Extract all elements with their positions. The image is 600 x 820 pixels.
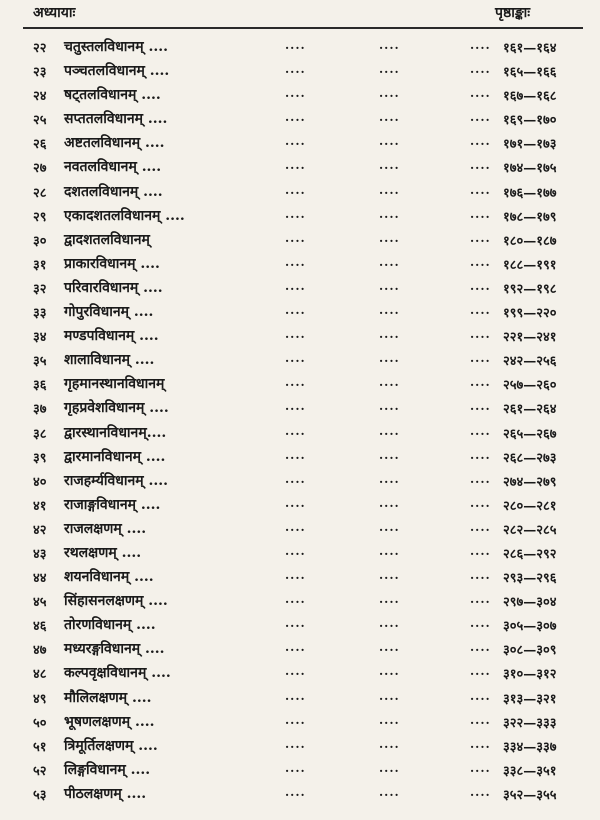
page-range: १७१—१७३ [503,137,557,153]
leader-dots: .... [379,543,400,558]
chapter-number: ३२ [33,281,47,297]
leader-dots: .... [379,206,400,221]
page-range: ३३८—३५१ [503,763,557,779]
leader-dots: .... [285,375,306,390]
leader-dots: .... [470,592,491,607]
page-range: २२१—२४१ [503,330,557,346]
leader-dots: .... [285,158,306,173]
page-range: १७६—१७७ [503,185,557,201]
leader-dots: .... [470,760,491,775]
chapter-number: ३० [33,233,47,249]
leader-dots: .... [470,182,491,197]
toc-row [0,661,600,685]
chapter-number: ३३ [33,306,47,322]
toc-row [0,710,600,734]
page-range: २८६—२९२ [503,546,557,562]
chapter-title: मौलिलक्षणम् .... [64,689,152,706]
page-range: ३०८—३०९ [503,643,557,659]
leader-dots: .... [379,640,400,655]
page-range: ३१०—३१२ [503,667,557,683]
page-range: १९९—२२० [503,306,557,322]
page-range: २८०—२८१ [503,498,557,514]
chapter-title: अष्टतलविधानम् .... [64,135,165,152]
leader-dots: .... [379,375,400,390]
leader-dots: .... [379,447,400,462]
page-range: १७८—१७९ [503,209,557,225]
leader-dots: .... [285,62,306,77]
leader-dots: .... [285,568,306,583]
toc-row [0,83,600,107]
toc-row [0,107,600,131]
leader-dots: .... [285,351,306,366]
chapter-title: कल्पवृक्षविधानम् .... [64,665,171,682]
toc-row [0,252,600,276]
leader-dots: .... [470,399,491,414]
leader-dots: .... [470,447,491,462]
leader-dots: .... [379,86,400,101]
leader-dots: .... [379,712,400,727]
leader-dots: .... [470,158,491,173]
chapter-title: गोपुरविधानम् .... [64,304,154,321]
leader-dots: .... [379,471,400,486]
leader-dots: .... [285,471,306,486]
leader-dots: .... [470,495,491,510]
chapter-number: ५० [33,715,47,731]
chapter-number: २३ [33,65,47,81]
toc-row [0,493,600,517]
chapter-title: रथलक्षणम् .... [64,544,142,561]
chapter-number: ४४ [33,571,47,587]
toc-row [0,686,600,710]
leader-dots: .... [285,206,306,221]
toc-row [0,155,600,179]
page-range: ३५२—३५५ [503,787,557,803]
chapter-number: २७ [33,161,47,177]
toc-row [0,204,600,228]
leader-dots: .... [285,134,306,149]
leader-dots: .... [379,230,400,245]
leader-dots: .... [379,688,400,703]
leader-dots: .... [379,62,400,77]
toc-row [0,613,600,637]
leader-dots: .... [379,278,400,293]
leader-dots: .... [285,592,306,607]
leader-dots: .... [470,254,491,269]
leader-dots: .... [470,423,491,438]
leader-dots: .... [379,303,400,318]
toc-row [0,324,600,348]
toc-row [0,300,600,324]
leader-dots: .... [285,182,306,197]
leader-dots: .... [379,664,400,679]
leader-dots: .... [379,568,400,583]
toc-row [0,782,600,806]
page-range: १८०—१८७ [503,233,557,249]
page-range: १६५—१६६ [503,65,557,81]
leader-dots: .... [470,519,491,534]
chapter-title: परिवारविधानम् .... [64,279,163,296]
leader-dots: .... [379,423,400,438]
chapter-title: राजहर्म्यविधानम् .... [64,472,169,489]
leader-dots: .... [285,784,306,799]
leader-dots: .... [285,543,306,558]
leader-dots: .... [379,38,400,52]
leader-dots: .... [470,278,491,293]
chapter-number: २८ [33,185,47,201]
page-range: २६८—२७३ [503,450,557,466]
chapter-number: ४८ [33,667,47,683]
leader-dots: .... [285,760,306,775]
leader-dots: .... [470,134,491,149]
toc-row [0,445,600,469]
leader-dots: .... [379,495,400,510]
leader-dots: .... [470,640,491,655]
leader-dots: .... [379,158,400,173]
chapter-title: गृहप्रवेशविधानम् .... [64,400,169,417]
chapter-title: द्वारस्थानविधानम्.... [64,424,167,441]
leader-dots: .... [379,784,400,799]
chapter-title: पञ्चतलविधानम् .... [64,63,170,80]
toc-row [0,372,600,396]
chapter-title: शालाविधानम् .... [64,352,155,369]
chapter-title: सिंहासनलक्षणम् .... [64,593,168,610]
chapter-title: मण्डपविधानम् .... [64,328,159,345]
chapter-number: ३४ [33,330,47,346]
leader-dots: .... [379,351,400,366]
chapter-number: ४२ [33,522,47,538]
chapter-title: गृहमानस्थानविधानम् [64,376,165,393]
page-range: २४२—२५६ [503,354,557,370]
leader-dots: .... [470,206,491,221]
toc-row [0,276,600,300]
chapter-title: तोरणविधानम् .... [64,617,156,634]
toc-row [0,348,600,372]
leader-dots: .... [285,495,306,510]
toc-row [0,421,600,445]
page-range: २६१—२६४ [503,402,557,418]
chapter-number: २९ [33,209,47,225]
page-range: १७४—१७५ [503,161,557,177]
chapter-number: ३६ [33,378,47,394]
toc-row [0,469,600,493]
leader-dots: .... [379,519,400,534]
leader-dots: .... [470,303,491,318]
leader-dots: .... [285,110,306,125]
toc-row [0,589,600,613]
leader-dots: .... [285,303,306,318]
leader-dots: .... [470,568,491,583]
chapter-title: द्वादशतलविधानम् [64,231,150,248]
chapter-number: २६ [33,137,47,153]
leader-dots: .... [285,38,306,52]
chapter-number: २४ [33,89,47,105]
leader-dots: .... [285,86,306,101]
page-range: ३२२—३३३ [503,715,557,731]
chapter-title: नवतलविधानम् .... [64,159,162,176]
leader-dots: .... [470,351,491,366]
leader-dots: .... [470,110,491,125]
leader-dots: .... [285,736,306,751]
page-range: २८२—२८५ [503,522,557,538]
leader-dots: .... [285,519,306,534]
page-range: ३१३—३२१ [503,691,557,707]
page-range: १६९—१७० [503,113,557,129]
leader-dots: .... [285,399,306,414]
leader-dots: .... [285,278,306,293]
chapter-number: ४५ [33,595,47,611]
chapter-number: ४९ [33,691,47,707]
leader-dots: .... [379,182,400,197]
toc-row [0,541,600,565]
leader-dots: .... [285,254,306,269]
leader-dots: .... [470,327,491,342]
page-range: १६१—१६४ [503,41,557,56]
leader-dots: .... [379,399,400,414]
toc-row [0,228,600,252]
toc-row [0,35,600,59]
leader-dots: .... [470,62,491,77]
page-range: २५७—२६० [503,378,557,394]
chapters-heading: अध्यायाः [33,5,76,21]
chapter-title: सप्ततलविधानम् .... [64,111,168,128]
toc-row [0,131,600,155]
chapter-title: लिङ्गविधानम् .... [64,761,151,778]
pages-heading: पृष्ठाङ्काः [495,5,531,21]
leader-dots: .... [470,543,491,558]
leader-dots: .... [379,760,400,775]
leader-dots: .... [470,471,491,486]
leader-dots: .... [470,375,491,390]
leader-dots: .... [470,664,491,679]
chapter-title: दशतलविधानम् .... [64,183,163,200]
chapter-number: ५१ [33,739,47,755]
chapter-title: एकादशतलविधानम् .... [64,207,185,224]
leader-dots: .... [285,664,306,679]
leader-dots: .... [379,254,400,269]
toc-header [0,0,600,24]
toc-row [0,734,600,758]
chapter-number: ५२ [33,763,47,779]
leader-dots: .... [379,736,400,751]
page-range: २९७—३०४ [503,595,557,611]
page-range: ३०५—३०७ [503,619,557,635]
leader-dots: .... [285,327,306,342]
chapter-number: ३८ [33,426,47,442]
page-range: २६५—२६७ [503,426,557,442]
leader-dots: .... [470,86,491,101]
chapter-number: २२ [33,41,47,56]
toc-row [0,758,600,782]
leader-dots: .... [470,784,491,799]
toc-row [0,59,600,83]
leader-dots: .... [285,688,306,703]
chapter-title: चतुस्तलविधानम् .... [64,39,168,55]
chapter-number: ४७ [33,643,47,659]
leader-dots: .... [379,616,400,631]
chapter-number: २५ [33,113,47,129]
toc-row [0,517,600,541]
page-range: १६७—१६८ [503,89,557,105]
leader-dots: .... [470,230,491,245]
page-range: १८८—१९१ [503,257,557,273]
leader-dots: .... [285,230,306,245]
leader-dots: .... [470,688,491,703]
leader-dots: .... [379,327,400,342]
chapter-title: शयनविधानम् .... [64,569,154,586]
leader-dots: .... [285,616,306,631]
page-range: २७४—२७९ [503,474,557,490]
chapter-number: ४१ [33,498,47,514]
chapter-number: ३१ [33,257,47,273]
leader-dots: .... [285,423,306,438]
chapter-number: ५३ [33,787,47,803]
chapter-number: ४६ [33,619,47,635]
chapter-title: राजाङ्गविधानम् .... [64,496,161,513]
leader-dots: .... [285,447,306,462]
chapter-title: भूषणलक्षणम् .... [64,713,155,730]
toc-row [0,180,600,204]
leader-dots: .... [470,712,491,727]
leader-dots: .... [470,736,491,751]
page-range: १९२—१९८ [503,281,557,297]
leader-dots: .... [285,712,306,727]
toc-row [0,637,600,661]
chapter-number: ३७ [33,402,47,418]
page-range: २९३—२९६ [503,571,557,587]
chapter-title: षट्तलविधानम् .... [64,87,161,104]
chapter-title: मध्यरङ्गविधानम् .... [64,641,165,658]
leader-dots: .... [470,38,491,52]
toc-rows [0,35,600,806]
chapter-title: पीठलक्षणम् .... [64,785,147,802]
leader-dots: .... [379,592,400,607]
header-rule [23,27,583,29]
chapter-number: ३५ [33,354,47,370]
toc-row [0,396,600,420]
chapter-title: राजलक्षणम् .... [64,520,147,537]
leader-dots: .... [285,640,306,655]
chapter-number: ४० [33,474,47,490]
leader-dots: .... [470,616,491,631]
leader-dots: .... [379,110,400,125]
toc-row [0,565,600,589]
chapter-title: द्वारमानविधानम् .... [64,448,166,465]
chapter-title: त्रिमूर्तिलक्षणम् .... [64,737,158,754]
chapter-number: ४३ [33,546,47,562]
chapter-number: ३९ [33,450,47,466]
leader-dots: .... [379,134,400,149]
chapter-title: प्राकारविधानम् .... [64,255,160,272]
page-range: ३३४—३३७ [503,739,557,755]
